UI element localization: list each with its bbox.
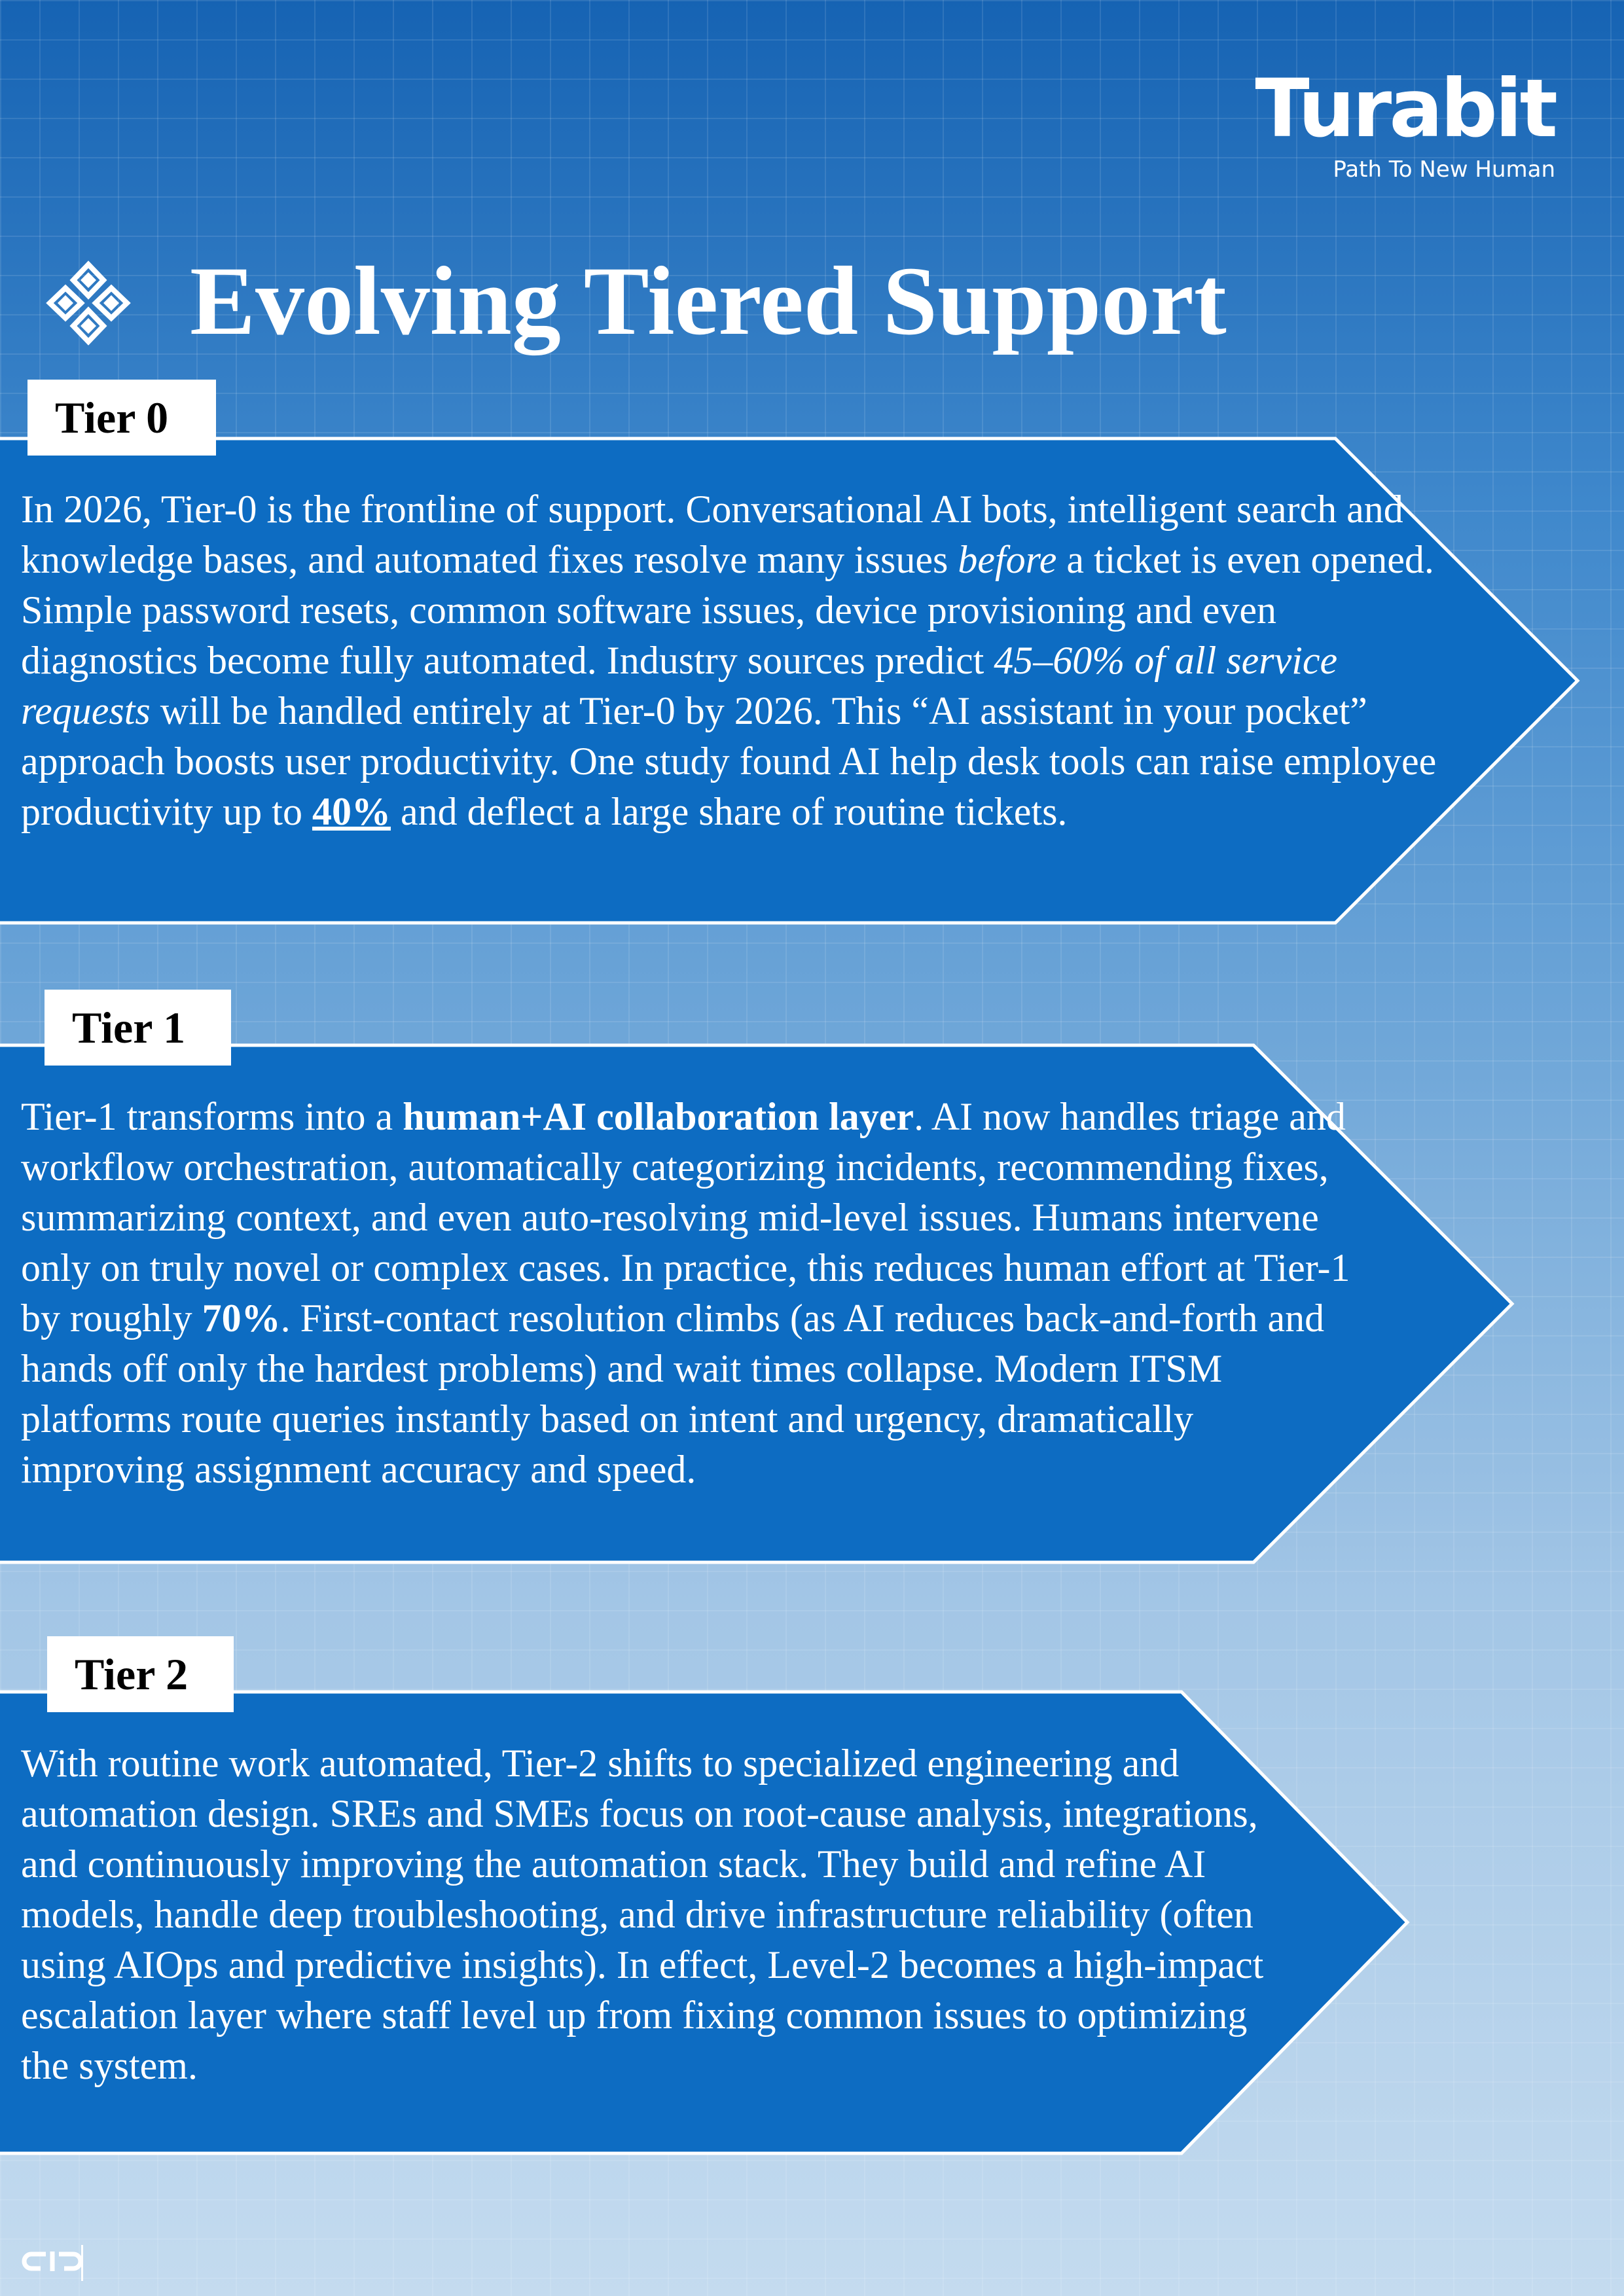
- tier-1-segment: . First-contact resolution climbs (as AI reduces back-and-forth and hands off only the hardest problems) and wait times collapse. Modern ITSM platforms route queries instantly based on intent and urgency, dramatically improving assignment accuracy and speed.: [21, 1297, 1325, 1491]
- tier-0-segment: a ticket is even opened. Simple password resets, common software issues, device provisioning and even diagnostics become fully automated. Industry sources predict: [21, 538, 1434, 682]
- tier-0-emphasis-share: 45–60% of all service requests: [21, 639, 1338, 732]
- tier-0-segment: and deflect a large share of routine tickets.: [390, 790, 1068, 833]
- logo-tagline: Path To New Human: [1333, 156, 1555, 183]
- tier-0-segment: will be handled entirely at Tier-0 by 2026. This “AI assistant in your pocket” approach boosts user productivity. One study found AI help desk tools can raise employee productivity up to: [21, 689, 1437, 833]
- tier-0-text: [21, 484, 1461, 837]
- tier-0-segment: In 2026, Tier-0 is the frontline of support. Conversational AI bots, intelligent search and knowledge bases, and automated fixes resolve many issues: [21, 488, 1403, 581]
- tier-2-label: Tier 2: [47, 1636, 234, 1712]
- brand-mark-icon: [20, 2245, 85, 2278]
- tier-1-emphasis-layer: human+AI collaboration layer: [403, 1095, 914, 1138]
- page-title: Evolving Tiered Support: [190, 247, 1227, 355]
- brand-logo: [1255, 62, 1555, 183]
- tier-2-segment: With routine work automated, Tier-2 shifts to specialized engineering and automation design. SREs and SMEs focus on root-cause analysis, integrations, and continuously improving the automation stack. They build and refine AI models, handle deep troubleshooting, and drive infrastructure reliability (often using AIOps and predictive insights). In effect, Level-2 becomes a high-impact escalation layer where staff level up from fixing common issues to optimizing the system.: [21, 1742, 1264, 2087]
- tier-1-text: [21, 1092, 1363, 1495]
- tier-1-stat-70: 70%: [202, 1297, 281, 1340]
- four-diamonds-icon: [46, 260, 131, 346]
- tier-2-text: [21, 1738, 1284, 2091]
- tier-1-label: Tier 1: [45, 990, 231, 1066]
- tier-0-stat-40: 40%: [312, 790, 391, 833]
- tier-1-segment: . AI now handles triage and workflow orchestration, automatically categorizing incidents, recommending fixes, summarizing context, and even auto-resolving mid-level issues. Humans intervene only on truly novel or complex cases. In practice, this reduces human effort at Tier-1 by roughly: [21, 1095, 1350, 1340]
- logo-wordmark: Turabit: [1255, 62, 1555, 155]
- footer-divider: [81, 2245, 83, 2281]
- tier-0-label: Tier 0: [27, 380, 216, 456]
- tier-1-segment: Tier-1 transforms into a: [21, 1095, 403, 1138]
- tier-0-emphasis-before: before: [958, 538, 1057, 581]
